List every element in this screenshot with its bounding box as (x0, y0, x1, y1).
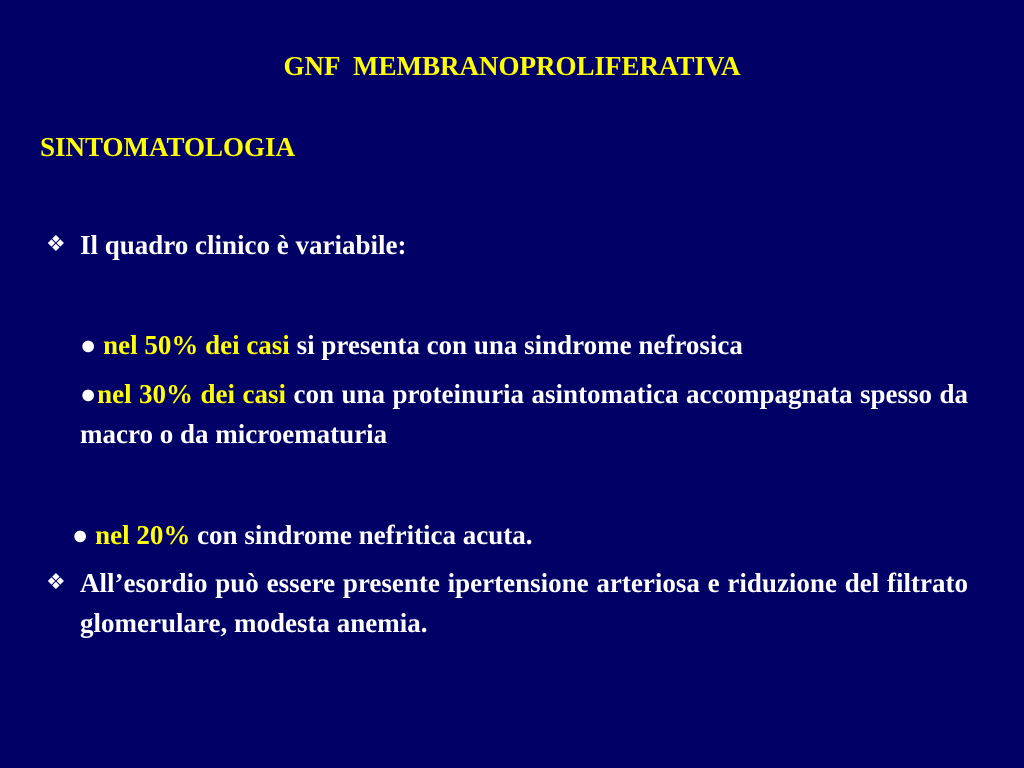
bullet-text: con sindrome nefritica acuta. (197, 520, 533, 550)
diamond-bullet-icon: ❖ (46, 570, 66, 595)
bullet-text: con una proteinuria asintomatica accompagnata spesso da macro o da microematuria (80, 379, 969, 449)
bullet-marker: ● (72, 520, 89, 550)
closing-item (46, 563, 968, 643)
intro-item (46, 225, 968, 265)
bullet-text: si presenta con una sindrome nefrosica (296, 330, 743, 360)
bullet-item-2 (80, 374, 968, 454)
bullet-item-1 (80, 325, 743, 365)
section-heading: SINTOMATOLOGIA (40, 132, 296, 162)
bullet-item-3 (72, 515, 533, 555)
bullet-highlight: nel 30% dei casi (97, 379, 287, 409)
bullet-highlight: nel 50% dei casi (103, 330, 290, 360)
bullet-highlight: nel 20% (95, 520, 191, 550)
bullet-marker: ● (80, 330, 97, 360)
slide-title: GNF MEMBRANOPROLIFERATIVA (283, 51, 741, 81)
intro-text: Il quadro clinico è variabile: (80, 230, 407, 260)
bullet-marker: ● (80, 379, 98, 409)
diamond-bullet-icon: ❖ (46, 232, 66, 257)
closing-text: All’esordio può essere presente ipertensione arteriosa e riduzione del filtrato glomerulare, modesta anemia. (80, 568, 968, 638)
